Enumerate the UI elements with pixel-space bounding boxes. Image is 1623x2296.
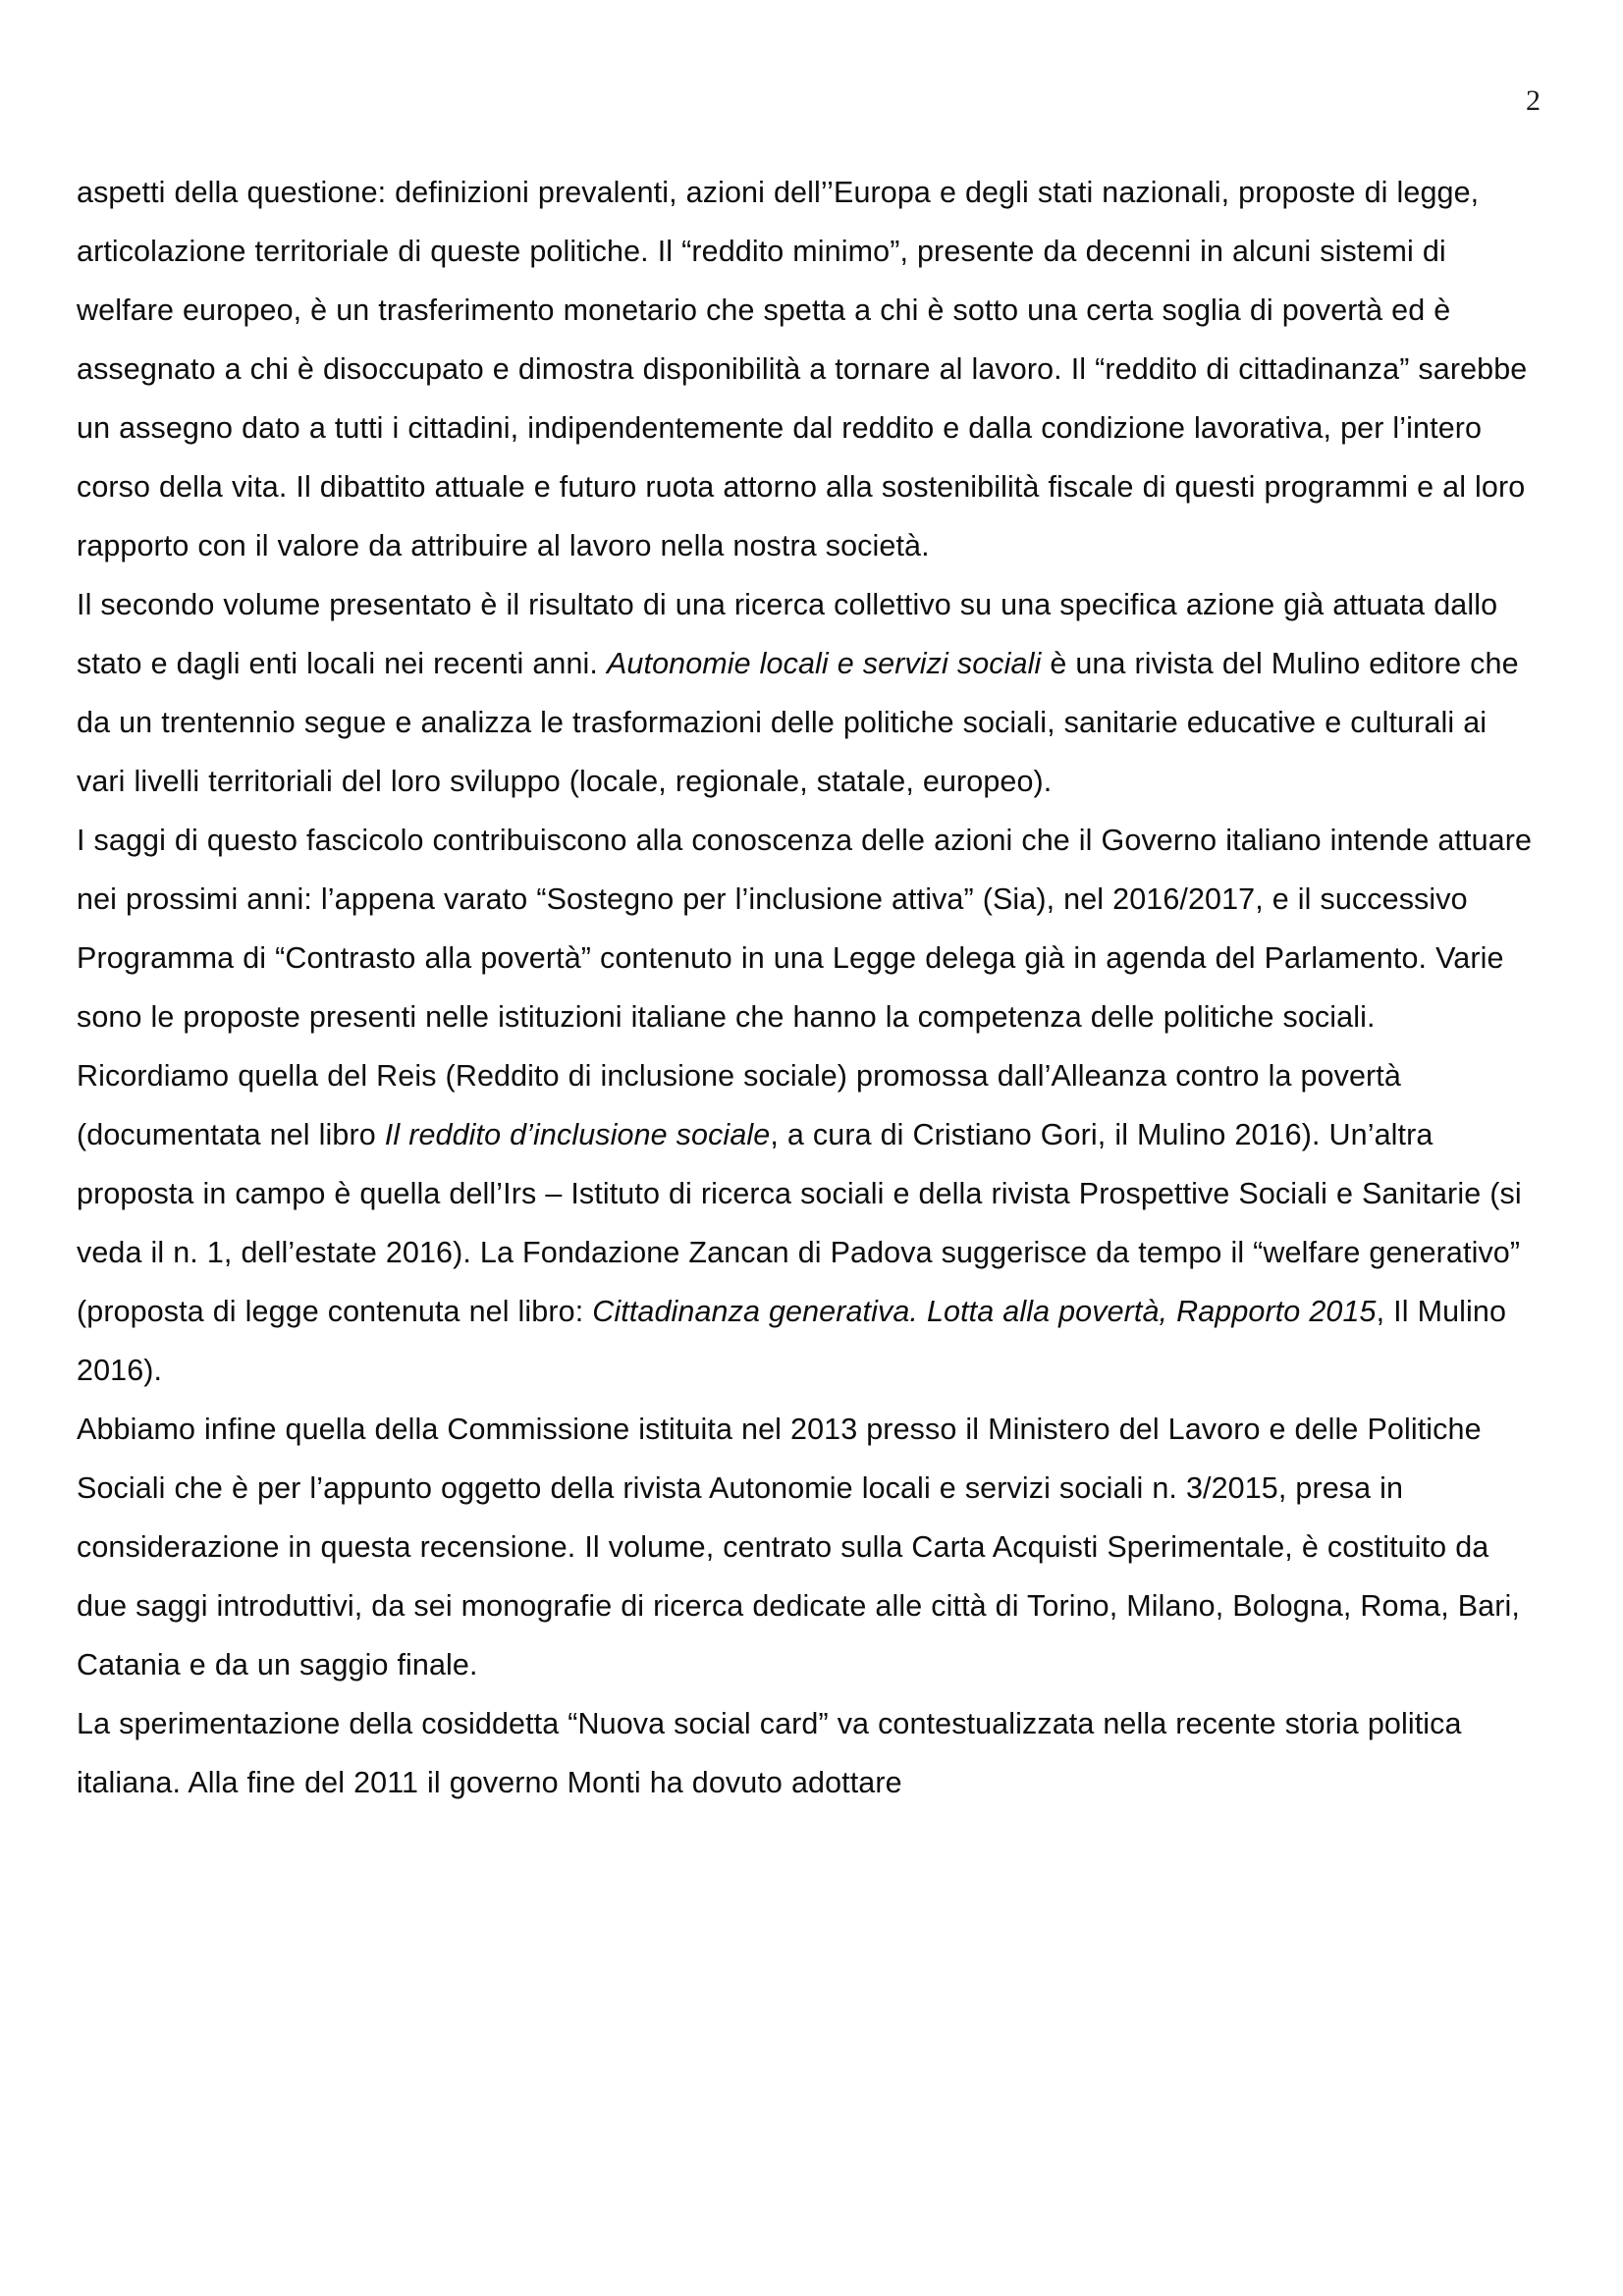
paragraph	[77, 1046, 1542, 1400]
paragraph	[77, 1694, 1542, 1812]
page-number: 2	[1526, 84, 1541, 117]
text-run: Ricordiamo quella del Reis (Reddito di inclusione sociale) promossa dall’Alleanza contro la povertà (documentata nel libro	[77, 1059, 1401, 1151]
text-run: , a cura di Cristiano Gori, il Mulino 2016). Un’altra proposta in campo è quella dell’Irs – Istituto di ricerca sociali e della rivista Prospettive Sociali e Sanitarie (si veda il n. 1, dell’estate 2016). La Fondazione Zancan di Padova suggerisce da tempo il “welfare generativo” (proposta di legge contenuta nel libro:	[77, 1118, 1522, 1328]
italic-title-run: Cittadinanza generativa. Lotta alla povertà, Rapporto 2015	[592, 1295, 1377, 1328]
text-run: Il secondo volume presentato è il risultato di una ricerca collettivo su una specifica azione già attuata dallo stato e dagli enti locali nei recenti anni.	[77, 588, 1498, 680]
paragraph	[77, 575, 1542, 811]
paragraph	[77, 811, 1542, 1046]
text-run: Abbiamo infine quella della Commissione istituita nel 2013 presso il Ministero del Lavoro e delle Politiche Sociali che è per l’appunto oggetto della rivista Autonomie locali e servizi sociali n. 3/2015, presa in considerazione in questa recensione. Il volume, centrato sulla Carta Acquisti Sperimentale, è costituito da due saggi introduttivi, da sei monografie di ricerca dedicate alle città di Torino, Milano, Bologna, Roma, Bari, Catania e da un saggio finale.	[77, 1413, 1520, 1682]
italic-title-run: Il reddito d’inclusione sociale	[384, 1118, 771, 1151]
paragraph	[77, 163, 1542, 575]
paragraph-container	[77, 163, 1542, 1812]
text-run: La sperimentazione della cosiddetta “Nuova social card” va contestualizzata nella recente storia politica italiana. Alla fine del 2011 il governo Monti ha dovuto adottare	[77, 1707, 1462, 1799]
paragraph	[77, 1400, 1542, 1694]
text-run: aspetti della questione: definizioni prevalenti, azioni dell’’Europa e degli stati nazionali, proposte di legge, articolazione territoriale di queste politiche. Il “reddito minimo”, presente da decenni in alcuni sistemi di welfare europeo, è un trasferimento monetario che spetta a chi è sotto una certa soglia di povertà ed è assegnato a chi è disoccupato e dimostra disponibilità a tornare al lavoro. Il “reddito di cittadinanza” sarebbe un assegno dato a tutti i cittadini, indipendentemente dal reddito e dalla condizione lavorativa, per l’intero corso della vita. Il dibattito attuale e futuro ruota attorno alla sostenibilità fiscale di questi programmi e al loro rapporto con il valore da attribuire al lavoro nella nostra società.	[77, 176, 1528, 562]
document-body	[77, 163, 1542, 1812]
text-run: è una rivista del Mulino editore che da un trentennio segue e analizza le trasformazioni delle politiche sociali, sanitarie educative e culturali ai vari livelli territoriali del loro sviluppo (locale, regionale, statale, europeo).	[77, 647, 1519, 798]
text-run: I saggi di questo fascicolo contribuiscono alla conoscenza delle azioni che il Governo italiano intende attuare nei prossimi anni: l’appena varato “Sostegno per l’inclusione attiva” (Sia), nel 2016/2017, e il successivo Programma di “Contrasto alla povertà” contenuto in una Legge delega già in agenda del Parlamento. Varie sono le proposte presenti nelle istituzioni italiane che hanno la competenza delle politiche sociali.	[77, 824, 1533, 1034]
italic-title-run: Autonomie locali e servizi sociali	[606, 647, 1042, 680]
text-run: , Il Mulino 2016).	[77, 1295, 1507, 1387]
